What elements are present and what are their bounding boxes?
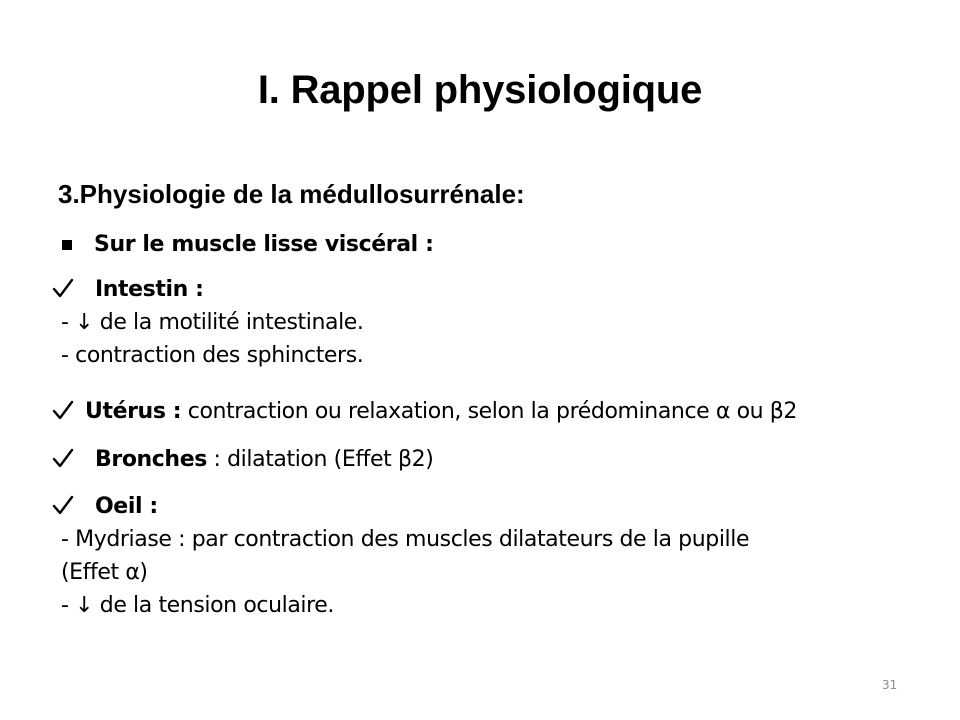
section-heading <box>56 228 433 261</box>
item-line: - ↓ de la motilité intestinale. <box>61 310 364 335</box>
list-item-bronches <box>52 443 942 476</box>
item-label: Bronches <box>95 447 207 472</box>
checkmark-icon <box>52 277 74 299</box>
item-line: - contraction des sphincters. <box>61 343 364 368</box>
item-label: Utérus : <box>85 399 182 424</box>
checkmark-icon <box>52 447 74 469</box>
square-bullet-icon <box>62 240 72 250</box>
checkmark-icon <box>52 494 74 516</box>
checkmark-icon <box>52 399 74 421</box>
item-text: contraction ou relaxation, selon la prédominance α ou β2 <box>181 399 798 424</box>
slide-title: I. Rappel physiologique <box>257 68 703 112</box>
item-details <box>61 523 942 622</box>
list-item-oeil <box>52 490 942 622</box>
item-line: (Effet α) <box>61 560 148 585</box>
list-item-uterus <box>52 395 942 428</box>
item-label: Intestin : <box>95 277 204 302</box>
item-label: Oeil : <box>95 494 158 519</box>
slide-subtitle: 3.Physiologie de la médullosurrénale: <box>58 179 525 209</box>
item-details <box>61 306 942 372</box>
item-line: - Mydriase : par contraction des muscles dilatateurs de la pupille <box>61 527 750 552</box>
page-number: 31 <box>882 678 898 692</box>
list-item-intestin <box>52 273 942 372</box>
item-text: : dilatation (Effet β2) <box>206 447 434 472</box>
item-line: - ↓ de la tension oculaire. <box>61 593 335 618</box>
section-label: Sur le muscle lisse viscéral : <box>94 232 434 257</box>
